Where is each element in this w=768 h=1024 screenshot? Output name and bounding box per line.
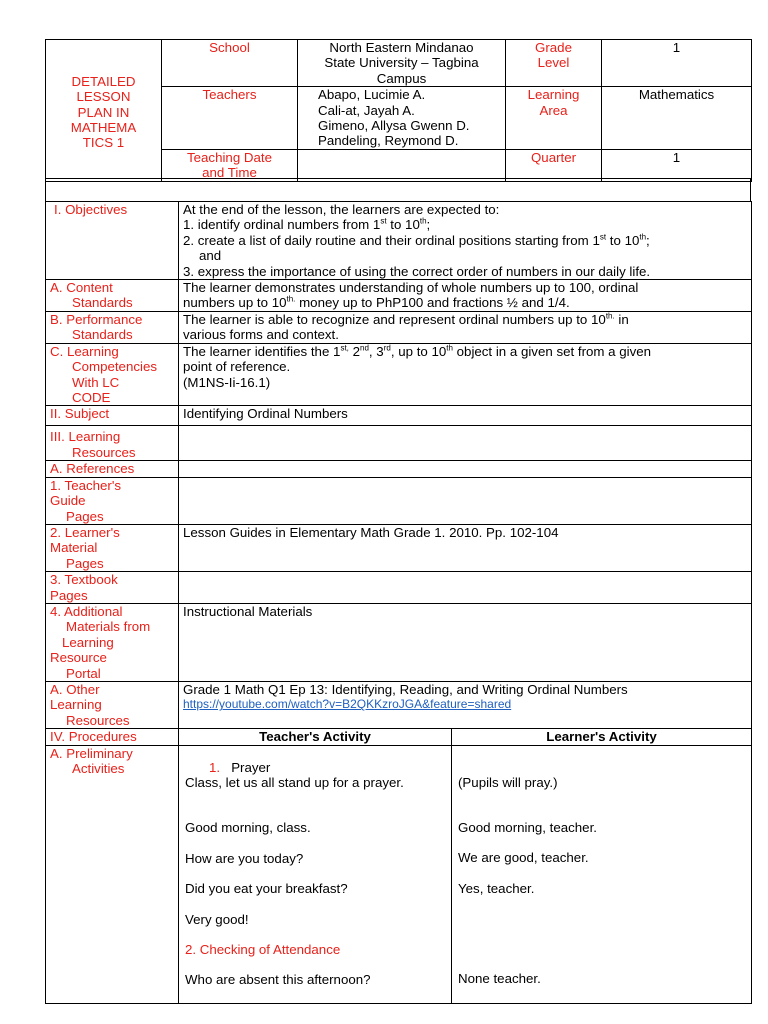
additional-materials-label: 4. Additional Materials from Learning Resource Portal — [46, 603, 179, 681]
textbook-value — [179, 572, 752, 604]
learner-activity-content: (Pupils will pray.) Good morning, teacher. We are good, teacher. Yes, teacher. None teacher. — [452, 745, 752, 1003]
textbook-label: 3. Textbook Pages — [46, 572, 179, 604]
school-value: North Eastern Mindanao State University – Tagbina Campus — [298, 40, 506, 87]
subject-value: Identifying Ordinal Numbers — [179, 406, 752, 426]
school-label: School — [162, 40, 298, 87]
other-resources-content: Grade 1 Math Q1 Ep 13: Identifying, Reading, and Writing Ordinal Numbers https://youtube.com/watch?v=B2QKKzroJGA&feature=shared — [179, 681, 752, 728]
quarter-value: 1 — [602, 149, 752, 181]
teaching-date-label: Teaching Date and Time — [162, 149, 298, 181]
references-row — [46, 461, 752, 477]
additional-materials-value: Instructional Materials — [179, 603, 752, 681]
teachers-guide-label: 1. Teacher's Guide Pages — [46, 477, 179, 524]
subject-label: II. Subject — [46, 406, 179, 426]
teacher-activity-header: Teacher's Activity — [179, 729, 452, 745]
learning-area-label: Learning Area — [506, 87, 602, 150]
subject-row — [46, 406, 752, 426]
grade-level-label: Grade Level — [506, 40, 602, 87]
learning-resources-value — [179, 426, 752, 461]
other-resources-label: A. Other Learning Resources — [46, 681, 179, 728]
competencies-label: C. Learning Competencies With LC CODE — [46, 343, 179, 406]
content-standards-row — [46, 280, 752, 312]
grade-level-value: 1 — [602, 40, 752, 87]
learning-resources-row — [46, 426, 752, 461]
procedures-label: IV. Procedures — [46, 729, 179, 745]
preliminary-activities-row — [46, 745, 752, 1003]
learning-resources-label: III. Learning Resources — [46, 426, 179, 461]
document-title: DETAILED LESSON PLAN IN MATHEMA TICS 1 — [46, 40, 162, 182]
teachers-guide-row — [46, 477, 752, 524]
performance-standards-row — [46, 312, 752, 344]
competencies-row — [46, 343, 752, 406]
content-standards-content: The learner demonstrates understanding of whole numbers up to 100, ordinal numbers up to $10^{th.}$ money up to PhP100 and fractions ½ and 1/4. — [179, 280, 752, 312]
references-label: A. References — [46, 461, 179, 477]
procedures-header-row — [46, 729, 752, 745]
learners-material-row — [46, 524, 752, 571]
additional-materials-row — [46, 603, 752, 681]
preliminary-activities-label: A. Preliminary Activities — [46, 745, 179, 1003]
learners-material-value: Lesson Guides in Elementary Math Grade 1. 2010. Pp. 102-104 — [179, 524, 752, 571]
teachers-value: Abapo, Lucimie A. Cali-at, Jayah A. Gimeno, Allysa Gwenn D. Pandeling, Reymond D. — [298, 87, 506, 150]
performance-standards-label: B. Performance Standards — [46, 312, 179, 344]
objectives-row — [46, 202, 752, 280]
objectives-content: At the end of the lesson, the learners are expected to: 1. identify ordinal numbers from 1st to 10th; 2. create a list of daily routine and their ordinal positions starting from 1st to 10th; and 3. express the importance of using the correct order of numbers in our daily life. — [179, 202, 752, 280]
objectives-label: I. Objectives — [46, 202, 179, 280]
youtube-link[interactable]: https://youtube.com/watch?v=B2QKKzroJGA&feature=shared — [183, 697, 512, 712]
performance-standards-content: The learner is able to recognize and represent ordinal numbers up to $10^{th.}$ in various forms and context. — [179, 312, 752, 344]
learners-material-label: 2. Learner's Material Pages — [46, 524, 179, 571]
teaching-date-value — [298, 149, 506, 181]
teacher-activity-content: 1. Prayer Class, let us all stand up for a prayer. Good morning, class. How are you today? Did you eat your breakfast? Very good! 2. Checking of Attendance Who are absent this afternoon? — [179, 745, 452, 1003]
teachers-label: Teachers — [162, 87, 298, 150]
quarter-label: Quarter — [506, 149, 602, 181]
content-standards-label: A. Content Standards — [46, 280, 179, 312]
spacer-row — [46, 179, 751, 202]
learner-activity-header: Learner's Activity — [452, 729, 752, 745]
attendance-heading: 2. Checking of Attendance — [185, 942, 341, 958]
other-resources-row — [46, 681, 752, 728]
references-value — [179, 461, 752, 477]
lesson-body-table — [45, 201, 752, 1004]
competencies-content: The learner identifies the $1^{st,}$ 2nd, 3rd, up to 10th object in a given set from a given point of reference. (M1NS-Ii-16.1) — [179, 343, 752, 406]
textbook-row — [46, 572, 752, 604]
spacer-table — [45, 178, 751, 202]
header-table — [45, 39, 752, 182]
teachers-guide-value — [179, 477, 752, 524]
learning-area-value: Mathematics — [602, 87, 752, 150]
